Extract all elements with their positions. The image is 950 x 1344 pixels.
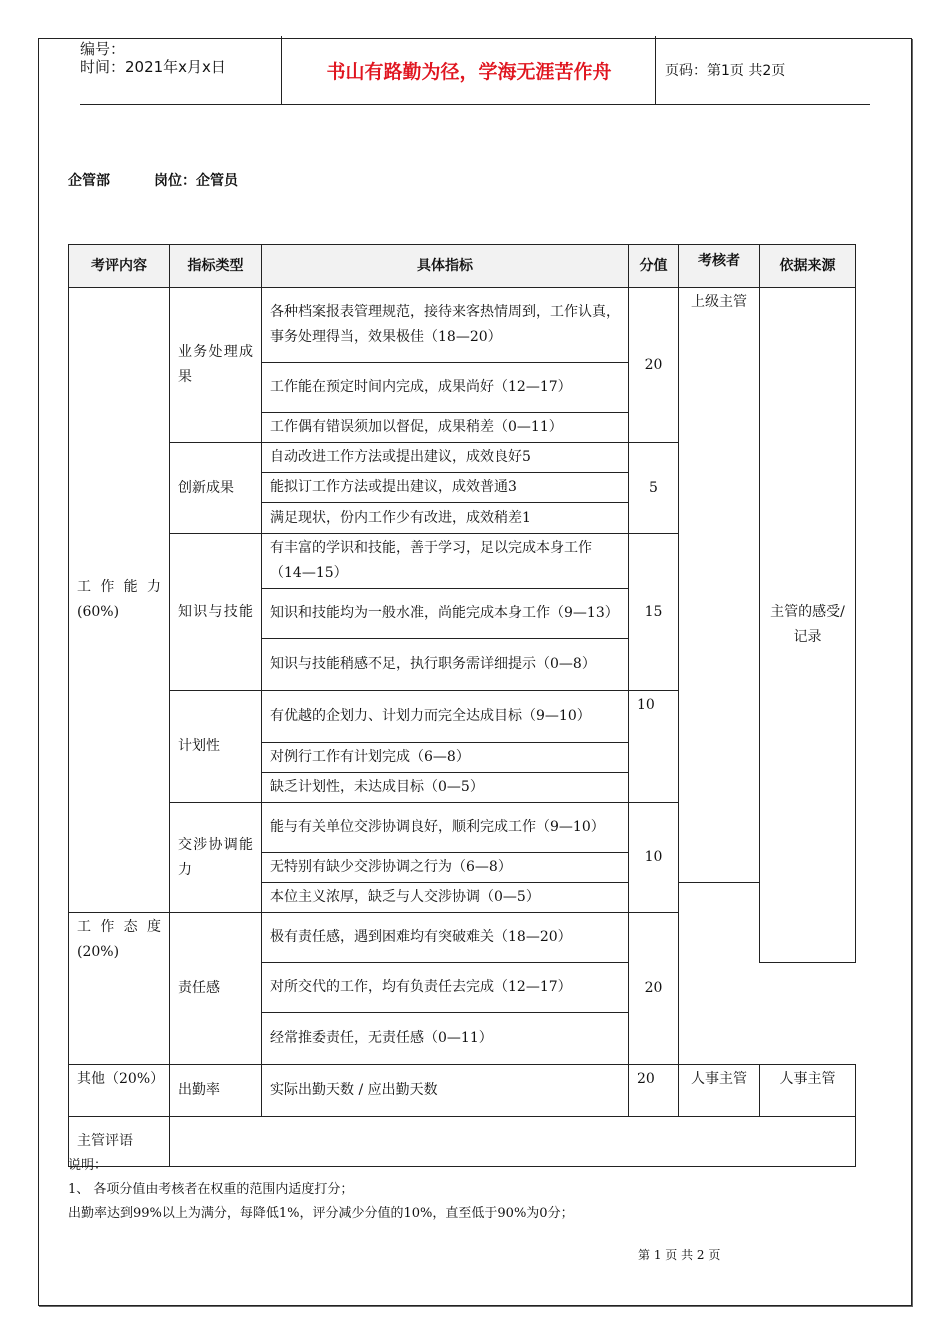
category-cell: 工作态度(20%) — [69, 913, 170, 1065]
criterion-cell: 工作能在预定时间内完成，成果尚好（12—17） — [262, 363, 629, 413]
dept-line — [68, 170, 282, 190]
type-cell: 知识与技能 — [170, 534, 262, 691]
header-cell: 具体指标 — [262, 245, 629, 288]
evaluation-table — [68, 244, 856, 1167]
header-info — [80, 36, 282, 104]
score-cell: 10 — [629, 691, 679, 803]
type-cell: 责任感 — [170, 913, 262, 1065]
header-cell: 分值 — [629, 245, 679, 288]
criterion-cell: 经常推委责任，无责任感（0—11） — [262, 1013, 629, 1065]
score-cell: 20 — [629, 1065, 679, 1117]
type-cell: 创新成果 — [170, 443, 262, 534]
table-header-row — [69, 245, 856, 288]
number-label: 编号： — [80, 40, 126, 58]
document-header — [80, 36, 870, 105]
source-cell: 主管的感受/记录 — [760, 288, 856, 963]
criterion-cell: 极有责任感，遇到困难均有突破难关（18—20） — [262, 913, 629, 963]
criterion-cell: 工作偶有错误须加以督促，成果稍差（0—11） — [262, 413, 629, 443]
note-item: 1、 各项分值由考核者在权重的范围内适度打分； — [68, 1182, 354, 1197]
category-cell: 工作能力(60%) — [69, 288, 170, 913]
criterion-cell: 各种档案报表管理规范，接待来客热情周到，工作认真，事务处理得当，效果极佳（18—20） — [262, 288, 629, 363]
category-cell: 其他（20%） — [69, 1065, 170, 1117]
criterion-cell: 对例行工作有计划完成（6—8） — [262, 743, 629, 773]
header-page: 页码：第1页 共2页 — [665, 63, 786, 79]
type-cell: 计划性 — [170, 691, 262, 803]
assessor-cell: 人事主管 — [679, 1065, 760, 1117]
table-row — [69, 288, 856, 363]
criterion-cell: 能拟订工作方法或提出建议，成效普通3 — [262, 473, 629, 503]
score-cell: 10 — [629, 803, 679, 913]
score-cell: 20 — [629, 913, 679, 1065]
criterion-cell: 缺乏计划性，未达成目标（0—5） — [262, 773, 629, 803]
score-cell: 20 — [629, 288, 679, 443]
header-cell: 指标类型 — [170, 245, 262, 288]
criterion-cell: 对所交代的工作，均有负责任去完成（12—17） — [262, 963, 629, 1013]
notes-title: 说明： — [68, 1158, 108, 1173]
type-cell: 出勤率 — [170, 1065, 262, 1117]
score-cell: 15 — [629, 534, 679, 691]
header-cell: 依据来源 — [760, 245, 856, 288]
source-cell: 人事主管 — [760, 1065, 856, 1117]
position-name: 岗位：企管员 — [154, 173, 238, 189]
notes — [68, 1154, 574, 1226]
header-motto: 书山有路勤为径，学海无涯苦作舟 — [283, 36, 656, 104]
criterion-cell: 能与有关单位交涉协调良好，顺利完成工作（9—10） — [262, 803, 629, 853]
criterion-cell: 自动改进工作方法或提出建议，成效良好5 — [262, 443, 629, 473]
table-row — [69, 913, 856, 963]
dept-name: 企管部 — [68, 173, 110, 189]
criterion-cell: 知识与技能稍感不足，执行职务需详细提示（0—8） — [262, 639, 629, 691]
assessor-cell: 上级主管 — [679, 288, 760, 883]
table-row — [69, 1065, 856, 1117]
criterion-cell: 知识和技能均为一般水准，尚能完成本身工作（9—13） — [262, 589, 629, 639]
criterion-cell: 实际出勤天数 / 应出勤天数 — [262, 1065, 629, 1117]
header-cell: 考评内容 — [69, 245, 170, 288]
score-cell: 5 — [629, 443, 679, 534]
criterion-cell: 本位主义浓厚，缺乏与人交涉协调（0—5） — [262, 883, 629, 913]
type-cell: 交涉协调能力 — [170, 803, 262, 913]
criterion-cell: 无特别有缺少交涉协调之行为（6—8） — [262, 853, 629, 883]
page-footer: 第 1 页 共 2 页 — [638, 1248, 721, 1262]
comment-label: 主管评语 — [69, 1117, 170, 1167]
header-cell: 考核者 — [679, 245, 760, 288]
criterion-cell: 有优越的企划力、计划力而完全达成目标（9—10） — [262, 691, 629, 743]
criterion-cell: 满足现状，份内工作少有改进，成效稍差1 — [262, 503, 629, 534]
time-label: 时间：2021年x月x日 — [80, 58, 226, 76]
criterion-cell: 有丰富的学识和技能，善于学习，足以完成本身工作（14—15） — [262, 534, 629, 589]
type-cell: 业务处理成果 — [170, 288, 262, 443]
note-item: 出勤率达到99%以上为满分，每降低1%，评分减少分值的10%，直至低于90%为0分； — [68, 1206, 574, 1221]
